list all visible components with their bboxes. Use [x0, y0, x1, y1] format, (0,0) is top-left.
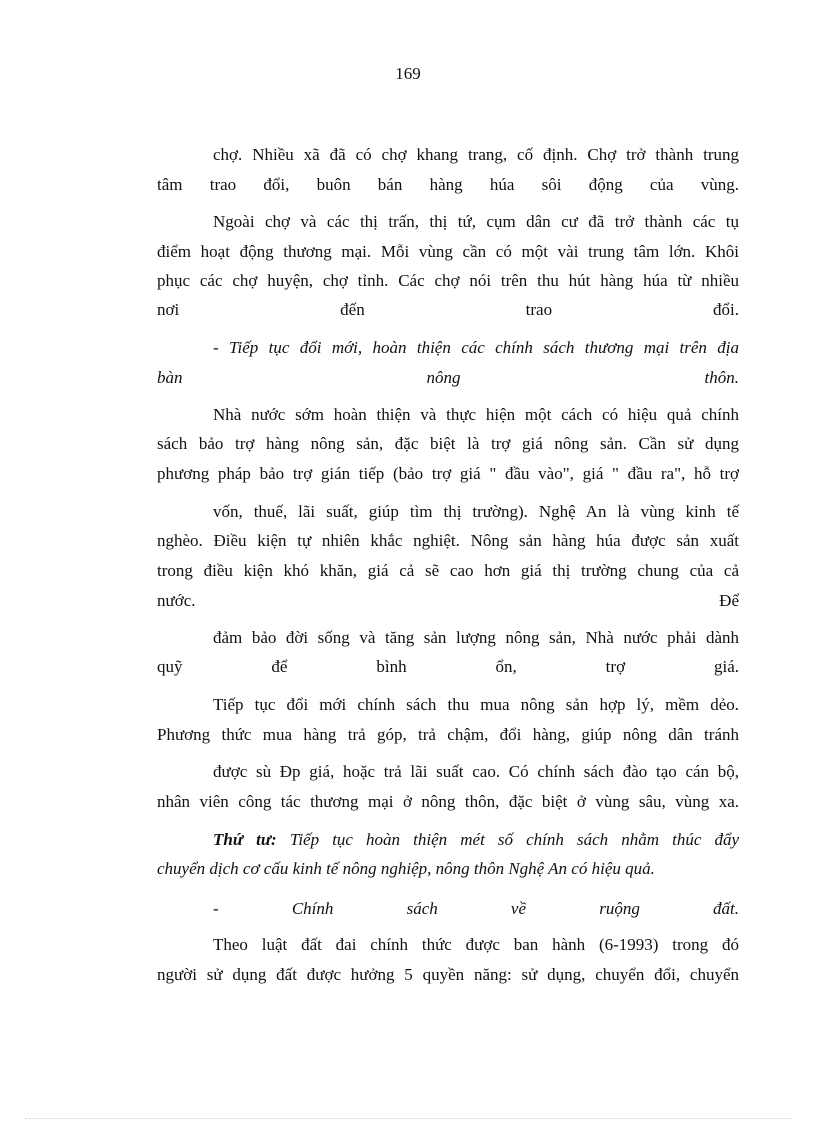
text-line: nước. Để	[157, 591, 739, 610]
text-line: Theo luật đất đai chính thức được ban hành (6-1993) trong đó	[213, 935, 739, 954]
text-line: Phương thức mua hàng trả góp, trả chậm, đổi hàng, giúp nông dân tránh	[157, 725, 739, 744]
text-line: được sù Đp giá, hoặc trả lãi suất cao. Có chính sách đào tạo cán bộ,	[213, 762, 739, 781]
heading-text: Tiếp tục hoàn thiện mét số chính sách nhằm thúc đẩy	[289, 830, 740, 849]
heading-line	[213, 829, 739, 851]
text-line: nơi đến trao đổi.	[157, 300, 739, 319]
text-line: nghèo. Điều kiện tự nhiên khắc nghiệt. Nông sản hàng húa được sản xuất	[157, 531, 739, 550]
text-line: phương pháp bảo trợ gián tiếp (bảo trợ giá " đầu vào", giá " đầu ra", hỗ trợ	[157, 464, 739, 483]
text-line: - Tiếp tục đổi mới, hoàn thiện các chính sách thương mại trên địa	[213, 338, 739, 357]
text-line: quỹ để bình ổn, trợ giá.	[157, 657, 739, 676]
text-line: nhân viên công tác thương mại ở nông thôn, đặc biệt ở vùng sâu, vùng xa.	[157, 792, 739, 811]
text-line: đảm bảo đời sống và tăng sản lượng nông sản, Nhà nước phải dành	[213, 628, 739, 647]
heading-prefix: Thứ tư:	[213, 830, 277, 849]
text-line: chợ. Nhiều xã đã có chợ khang trang, cố định. Chợ trở thành trung	[213, 145, 739, 164]
text-line: chuyển dịch cơ cấu kinh tế nông nghiệp, nông thôn Nghệ An có hiệu quả.	[157, 859, 655, 878]
text-line: Ngoài chợ và các thị trấn, thị tứ, cụm dân cư đã trở thành các tụ	[213, 212, 739, 231]
text-line: - Chính sách về ruộng đất.	[213, 899, 739, 918]
text-line: sách bảo trợ hàng nông sản, đặc biệt là trợ giá nông sản. Cần sử dụng	[157, 434, 739, 453]
page-number: 169	[395, 64, 421, 83]
text-line: bàn nông thôn.	[157, 368, 739, 387]
text-line: Tiếp tục đổi mới chính sách thu mua nông sản hợp lý, mềm dẻo.	[213, 695, 739, 714]
text-line: điểm hoạt động thương mại. Mỗi vùng cần có một vài trung tâm lớn. Khôi	[157, 242, 739, 261]
text-line: trong điều kiện khó khăn, giá cả sẽ cao hơn giá thị trường chung của cả	[157, 561, 739, 580]
text-line: phục các chợ huyện, chợ tỉnh. Các chợ nói trên thu hút hàng húa từ nhiều	[157, 271, 739, 290]
text-line: Nhà nước sớm hoàn thiện và thực hiện một cách có hiệu quả chính	[213, 405, 739, 424]
text-line: người sử dụng đất được hưởng 5 quyền năng: sử dụng, chuyển đổi, chuyển	[157, 965, 739, 984]
text-line: tâm trao đổi, buôn bán hàng húa sôi động của vùng.	[157, 175, 739, 194]
page-bottom-divider	[25, 1118, 791, 1119]
text-line: vốn, thuế, lãi suất, giúp tìm thị trường). Nghệ An là vùng kinh tế	[213, 502, 739, 521]
